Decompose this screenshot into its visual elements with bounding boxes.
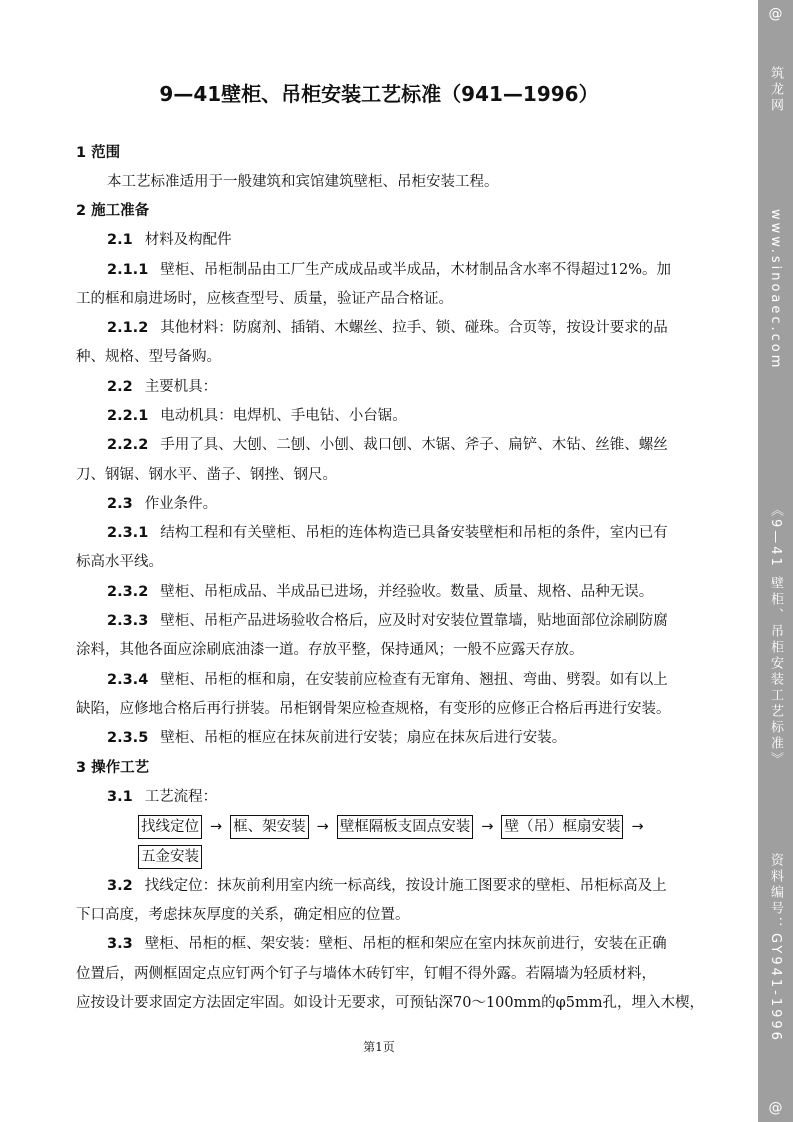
- clause-3-2: [107, 876, 667, 896]
- clause-text: 壁柜、吊柜的框和扇，在安装前应检查有无窜角、翘扭、弯曲、劈裂。如有以上: [160, 672, 668, 688]
- clause-2-1-1: [107, 260, 671, 280]
- watermark-sidebar: [758, 0, 793, 1122]
- page-number: 第1页: [363, 1040, 395, 1054]
- sidebar-doc-name: 《9—41 壁柜、吊柜安装工艺标准》: [768, 502, 783, 768]
- clause-3-1: [107, 787, 217, 807]
- flow-arrow-icon: →: [481, 819, 494, 835]
- sidebar-brand: 筑龙网: [768, 66, 783, 114]
- sidebar-doc-code: 资料编号：GY941-1996: [768, 852, 783, 1043]
- clause-text: 其他材料：防腐剂、插销、木螺丝、拉手、锁、碰珠。合页等，按设计要求的品: [160, 320, 668, 336]
- clause-number: 2.1.1: [107, 262, 149, 278]
- clause-2-2-2: [107, 435, 668, 455]
- flow-arrow-icon: →: [316, 819, 329, 835]
- clause-2-3-3-cont: 涂料，其他各面应涂刷底油漆一道。存放平整，保持通风；一般不应露天存放。: [76, 642, 584, 658]
- clause-2-2: [107, 377, 217, 397]
- clause-number: 2.3.1: [107, 525, 149, 541]
- clause-text: 工艺流程：: [144, 789, 218, 805]
- sidebar-url: www.sinoaec.com: [768, 209, 783, 371]
- section-heading-preparation: 2 施工准备: [76, 203, 150, 219]
- clause-2-1-2: [107, 318, 668, 338]
- clause-text: 主要机具：: [144, 379, 218, 395]
- clause-number: 2.3: [107, 496, 133, 512]
- flow-step-partition-support: 壁框隔板支固点安装: [337, 815, 474, 839]
- at-sign-icon: @: [768, 6, 783, 22]
- clause-text: 壁柜、吊柜的框、架安装：壁柜、吊柜的框和架应在室内抹灰前进行，安装在正确: [144, 936, 667, 952]
- clause-number: 2.3.5: [107, 730, 149, 746]
- clause-2-3-2: [107, 582, 653, 602]
- clause-number: 3.2: [107, 878, 133, 894]
- clause-2-1: [107, 230, 232, 250]
- page-title: 9—41壁柜、吊柜安装工艺标准（941—1996）: [159, 82, 599, 106]
- clause-text: 壁柜、吊柜的框应在抹灰前进行安装；扇应在抹灰后进行安装。: [160, 730, 567, 746]
- clause-number: 2.2.1: [107, 408, 149, 424]
- clause-2-2-1: [107, 406, 407, 426]
- clause-text: 找线定位：抹灰前利用室内统一标高线，按设计施工图要求的壁柜、吊柜标高及上: [144, 878, 667, 894]
- clause-text: 电动机具：电焊机、手电钻、小台锯。: [160, 408, 407, 424]
- clause-number: 2.3.2: [107, 584, 149, 600]
- clause-3-3: [107, 934, 667, 954]
- clause-text: 作业条件。: [144, 496, 218, 512]
- flow-step-door-install: 壁（吊）框扇安装: [501, 815, 623, 839]
- section-heading-operation: 3 操作工艺: [76, 760, 150, 776]
- clause-text: 壁柜、吊柜成品、半成品已进场，并经验收。数量、质量、规格、品种无误。: [160, 584, 654, 600]
- process-flow-row-1: [138, 815, 652, 839]
- clause-number: 2.1: [107, 232, 133, 248]
- clause-number: 2.3.3: [107, 613, 149, 629]
- clause-2-3-4: [107, 670, 668, 690]
- clause-2-3-4-cont: 缺陷，应修地合格后再行拼装。吊柜钢骨架应检查规格，有变形的应修正合格后再进行安装。: [76, 701, 671, 717]
- clause-2-3-5: [107, 728, 566, 748]
- clause-text: 壁柜、吊柜制品由工厂生产成成品或半成品，木材制品含水率不得超过12%。加: [160, 262, 672, 278]
- clause-text: 壁柜、吊柜产品进场验收合格后，应及时对安装位置靠墙，贴地面部位涂刷防腐: [160, 613, 668, 629]
- clause-number: 3.1: [107, 789, 133, 805]
- section-heading-scope: 1 范围: [76, 145, 121, 161]
- clause-number: 2.2.2: [107, 437, 149, 453]
- flow-step-frame-install: 框、架安装: [230, 815, 309, 839]
- clause-3-3-cont-2: 应按设计要求固定方法固定牢固。如设计无要求，可预钻深70～100mm的φ5mm孔，埋入木楔，: [76, 995, 704, 1011]
- clause-number: 2.3.4: [107, 672, 149, 688]
- clause-2-3-1-cont: 标高水平线。: [76, 554, 163, 570]
- clause-text: 手用了具、大刨、二刨、小刨、裁口刨、木锯、斧子、扁铲、木钻、丝锥、螺丝: [160, 437, 668, 453]
- clause-text: 结构工程和有关壁柜、吊柜的连体构造已具备安装壁柜和吊柜的条件，室内已有: [160, 525, 668, 541]
- at-sign-icon: @: [768, 1100, 783, 1116]
- paragraph-scope: 本工艺标准适用于一般建筑和宾馆建筑壁柜、吊柜安装工程。: [107, 174, 499, 190]
- flow-step-hardware: 五金安装: [138, 845, 202, 869]
- clause-2-3-3: [107, 611, 668, 631]
- clause-3-2-cont: 下口高度，考虑抹灰厚度的关系，确定相应的位置。: [76, 907, 410, 923]
- clause-2-1-2-cont: 种、规格、型号备购。: [76, 349, 221, 365]
- clause-text: 材料及构配件: [144, 232, 232, 248]
- process-flow-row-2: [138, 845, 202, 869]
- clause-3-3-cont-1: 位置后，两侧框固定点应钉两个钉子与墙体木砖钉牢，钉帽不得外露。若隔墙为轻质材料，: [76, 966, 656, 982]
- flow-arrow-icon: →: [210, 819, 223, 835]
- clause-number: 2.1.2: [107, 320, 149, 336]
- clause-2-2-2-cont: 刀、钢锯、钢水平、凿子、钢挫、钢尺。: [76, 467, 337, 483]
- flow-arrow-icon: →: [631, 819, 644, 835]
- clause-2-3: [107, 494, 217, 514]
- clause-2-1-1-cont: 工的框和扇进场时，应核查型号、质量，验证产品合格证。: [76, 291, 453, 307]
- clause-number: 3.3: [107, 936, 133, 952]
- clause-2-3-1: [107, 523, 668, 543]
- clause-number: 2.2: [107, 379, 133, 395]
- flow-step-positioning: 找线定位: [138, 815, 202, 839]
